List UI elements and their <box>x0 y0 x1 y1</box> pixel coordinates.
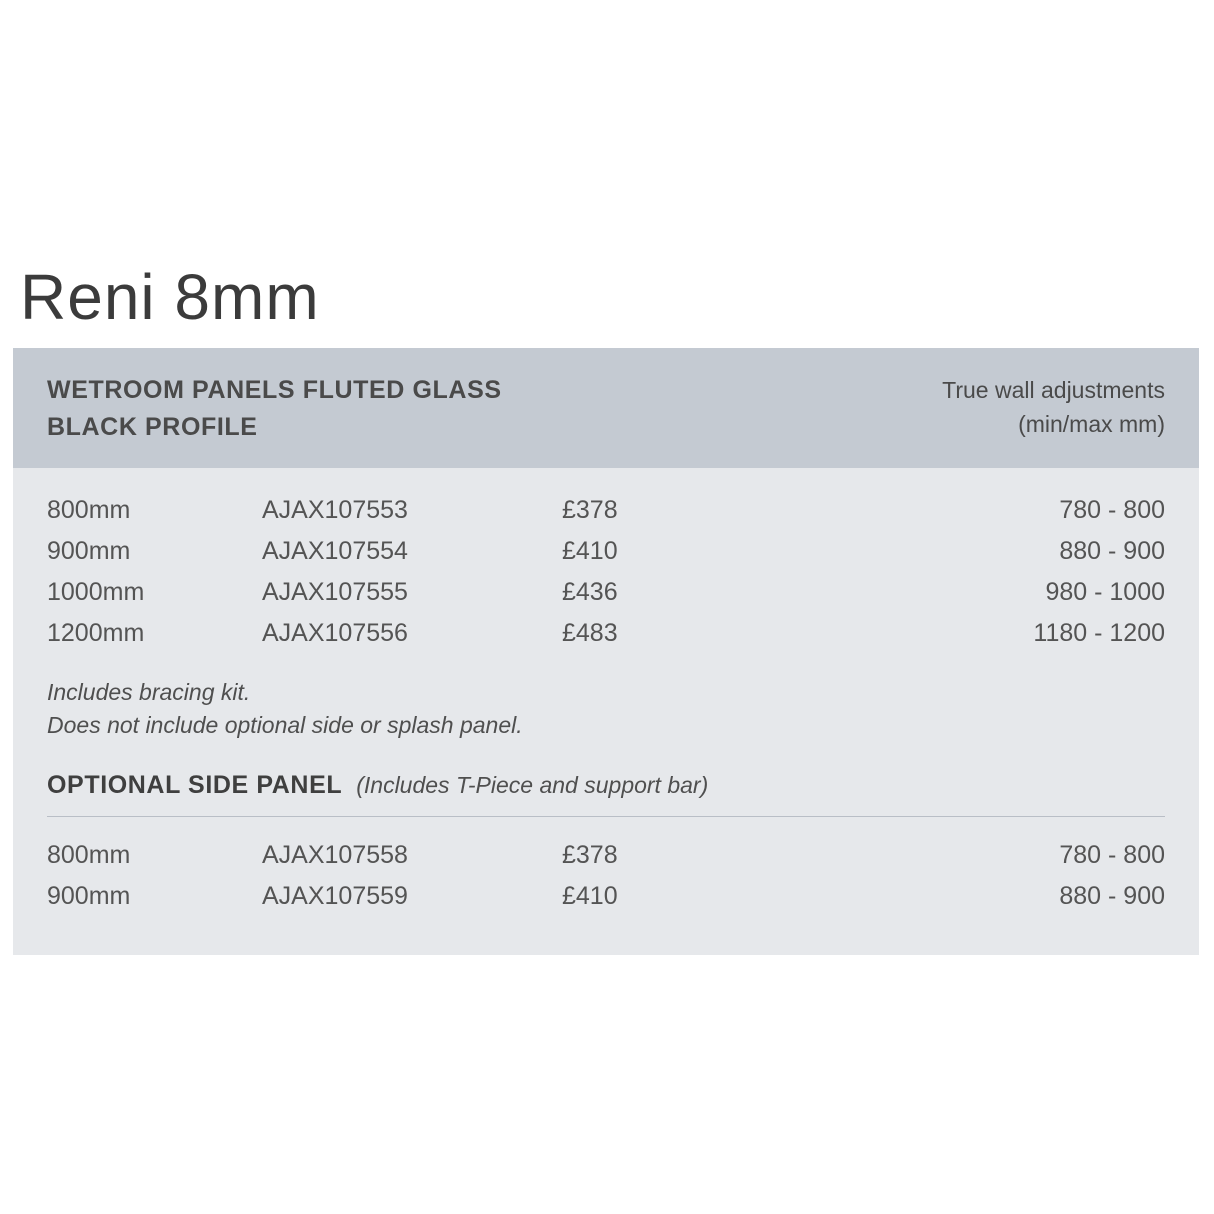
product-table-block <box>13 348 1199 955</box>
row-size: 900mm <box>47 537 131 565</box>
row-code: AJAX107559 <box>262 882 408 911</box>
row-code: AJAX107553 <box>262 496 408 524</box>
table-row <box>47 613 1165 654</box>
table-row <box>47 835 1165 876</box>
table-notes <box>47 676 1165 741</box>
table-row <box>47 572 1165 613</box>
table-row <box>47 876 1165 917</box>
row-price: £410 <box>562 537 618 565</box>
row-price: £378 <box>562 496 618 524</box>
row-adjustment: 980 - 1000 <box>1045 578 1165 606</box>
note-line: Includes bracing kit. <box>47 679 251 705</box>
table-header-adjustments-line1: True wall adjustments <box>942 377 1165 403</box>
row-adjustment: 780 - 800 <box>1059 841 1165 870</box>
table-row <box>47 531 1165 572</box>
table-header-title <box>47 372 502 446</box>
table-header-adjustments <box>942 372 1165 441</box>
row-code: AJAX107558 <box>262 841 408 870</box>
table-header-title-line1: WETROOM PANELS FLUTED GLASS <box>47 376 502 404</box>
row-adjustment: 880 - 900 <box>1059 882 1165 911</box>
optional-side-panel-heading <box>47 771 1165 800</box>
table-header-adjustments-line2: (min/max mm) <box>1018 411 1165 438</box>
row-size: 1000mm <box>47 578 145 606</box>
row-price: £410 <box>562 882 618 911</box>
table-row <box>47 490 1165 531</box>
optional-heading-label: OPTIONAL SIDE PANEL <box>47 771 343 800</box>
row-code: AJAX107555 <box>262 578 408 606</box>
row-adjustment: 1180 - 1200 <box>1033 619 1165 647</box>
table-header-band <box>13 348 1199 468</box>
row-size: 800mm <box>47 496 131 524</box>
row-size: 1200mm <box>47 619 145 647</box>
row-adjustment: 880 - 900 <box>1059 537 1165 565</box>
optional-product-table <box>47 835 1165 917</box>
row-code: AJAX107556 <box>262 619 408 647</box>
table-header-title-line2: BLACK PROFILE <box>47 413 258 441</box>
optional-heading-note: (Includes T-Piece and support bar) <box>356 772 709 799</box>
table-body <box>13 468 1199 955</box>
row-size: 800mm <box>47 841 131 870</box>
divider <box>47 816 1165 817</box>
row-adjustment: 780 - 800 <box>1059 496 1165 524</box>
row-code: AJAX107554 <box>262 537 408 565</box>
page-title: Reni 8mm <box>20 260 320 333</box>
row-price: £483 <box>562 619 618 647</box>
row-price: £378 <box>562 841 618 870</box>
main-product-table <box>47 490 1165 654</box>
row-size: 900mm <box>47 882 131 911</box>
note-line: Does not include optional side or splash panel. <box>47 711 523 738</box>
row-price: £436 <box>562 578 618 606</box>
